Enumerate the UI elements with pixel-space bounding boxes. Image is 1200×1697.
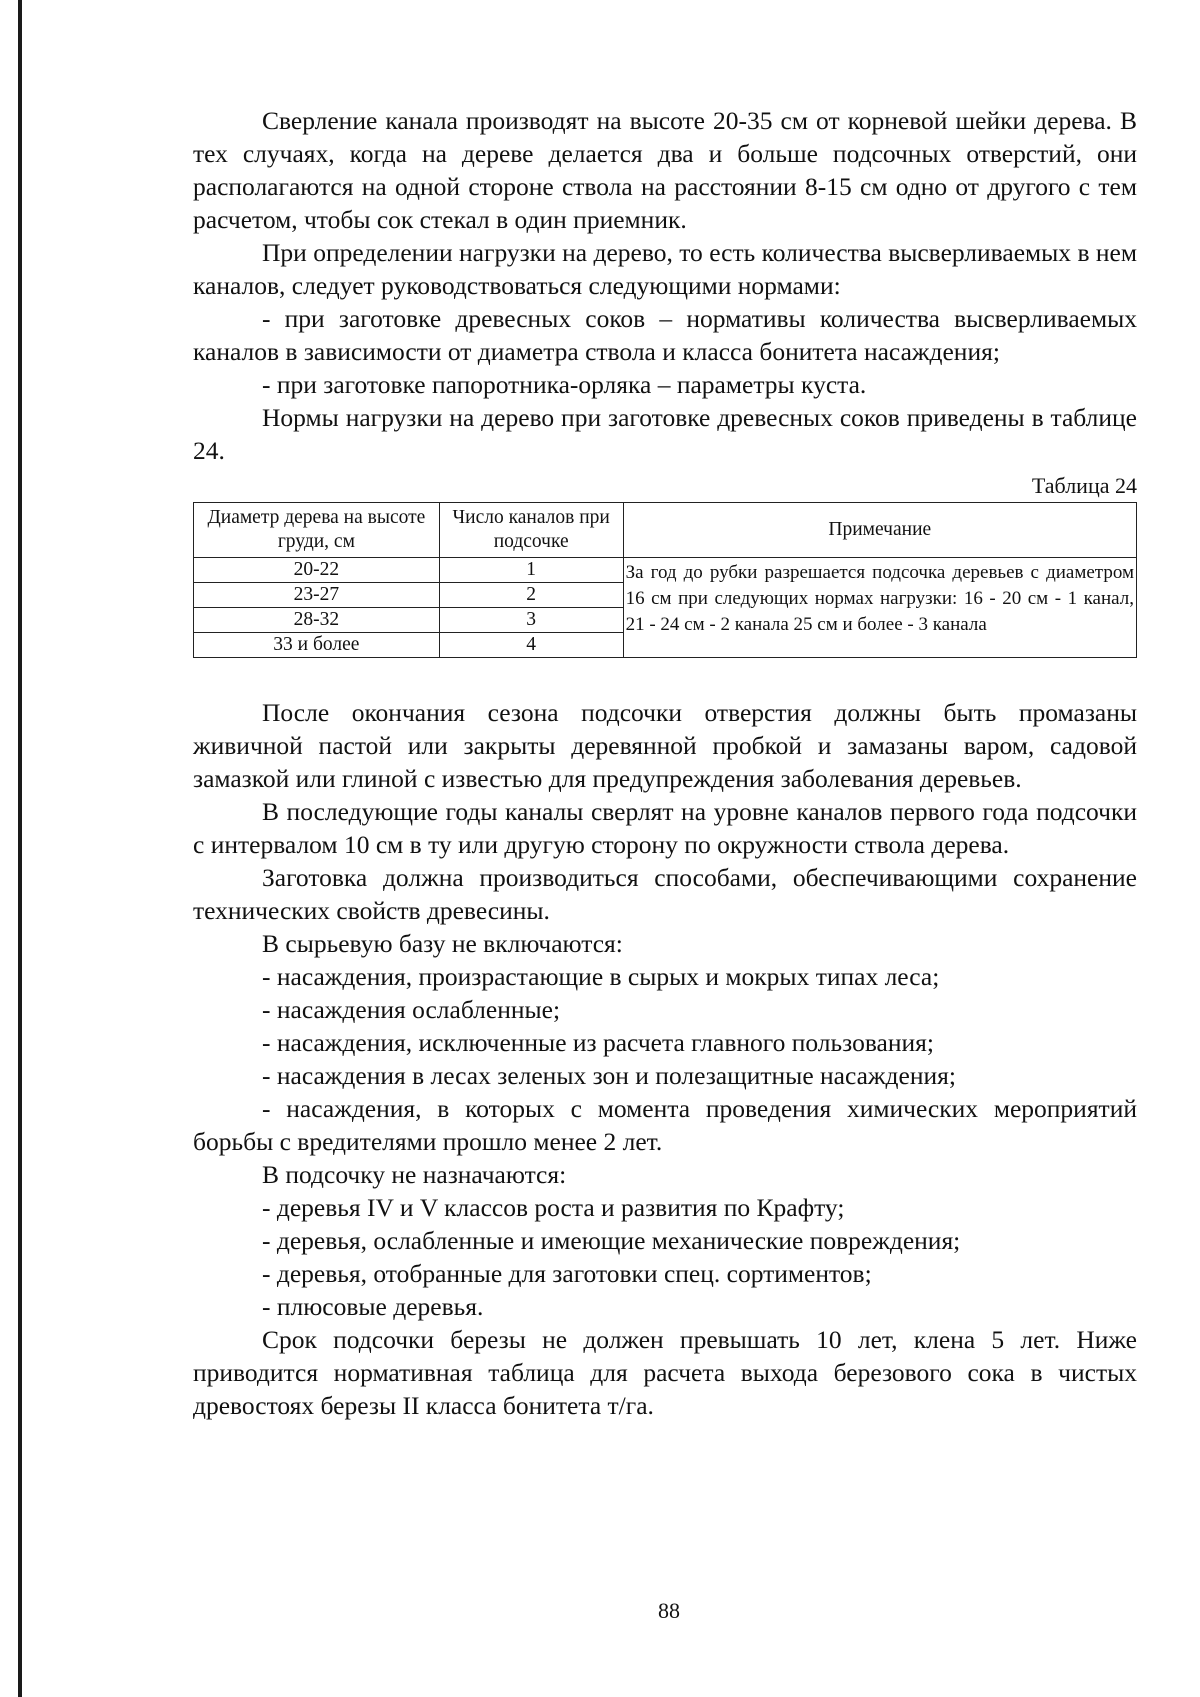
paragraph: Нормы нагрузки на дерево при заготовке древесных соков приведены в таблице 24. <box>193 403 1137 465</box>
column-header: Примечание <box>623 503 1136 558</box>
paragraph: Заготовка должна производиться способами, обеспечивающими сохранение технических свойств древесины. <box>193 863 1137 925</box>
diameter-cell: 33 и более <box>194 633 440 658</box>
page-number: 88 <box>658 1598 680 1623</box>
list-item: - при заготовке папоротника-орляка – параметры куста. <box>262 370 867 399</box>
list-item: - деревья, ослабленные и имеющие механические повреждения; <box>262 1226 961 1255</box>
paragraph: В подсочку не назначаются: <box>262 1160 567 1189</box>
column-header: Диаметр дерева на высоте груди, см <box>194 503 440 558</box>
paragraph: Сверление канала производят на высоте 20-35 см от корневой шейки дерева. В тех случаях, когда на дереве делается два и больше подсочных отверстий, они располагаются на одной стороне ствола на расстоянии 8-15 см одно от другого с тем расчетом, чтобы сок стекал в один приемник. <box>193 106 1137 234</box>
paragraph: В последующие годы каналы сверлят на уровне каналов первого года подсочки с интервалом 10 см в ту или другую сторону по окружности ствола дерева. <box>193 797 1137 859</box>
diameter-cell: 23-27 <box>194 583 440 608</box>
list-item: - деревья IV и V классов роста и развития по Крафту; <box>262 1193 845 1222</box>
channels-cell: 2 <box>439 583 623 608</box>
channels-cell: 1 <box>439 558 623 583</box>
list-item: - насаждения, в которых с момента проведения химических мероприятий борьбы с вредителями прошло менее 2 лет. <box>193 1094 1137 1156</box>
diameter-cell: 20-22 <box>194 558 440 583</box>
column-header: Число каналов при подсочке <box>439 503 623 558</box>
paragraph: После окончания сезона подсочки отверстия должны быть промазаны живичной пастой или закрыты деревянной пробкой и замазаны варом, садовой замазкой или глиной с известью для предупреждения заболевания деревьев. <box>193 698 1137 793</box>
list-item: - насаждения в лесах зеленых зон и полезащитные насаждения; <box>262 1061 956 1090</box>
paragraph: В сырьевую базу не включаются: <box>262 929 623 958</box>
paragraph: При определении нагрузки на дерево, то есть количества высверливаемых в нем каналов, следует руководствоваться следующими нормами: <box>193 238 1137 300</box>
channels-cell: 3 <box>439 608 623 633</box>
list-item: - насаждения ослабленные; <box>262 995 561 1024</box>
document-page <box>193 104 1137 1422</box>
table-header-row <box>194 503 1137 558</box>
paragraph: Срок подсочки березы не должен превышать 10 лет, клена 5 лет. Ниже приводится нормативная таблица для расчета выхода березового сока в чистых древостоях березы II класса бонитета т/га. <box>193 1325 1137 1420</box>
diameter-cell: 28-32 <box>194 608 440 633</box>
table-caption: Таблица 24 <box>1031 473 1137 498</box>
load-norms-table <box>193 502 1137 658</box>
list-item: - при заготовке древесных соков – нормативы количества высверливаемых каналов в зависимости от диаметра ствола и класса бонитета насаждения; <box>193 304 1137 366</box>
note-cell: За год до рубки разрешается подсочка деревьев с диаметром 16 см при следующих нормах нагрузки: 16 - 20 см - 1 канал, 21 - 24 см - 2 канала 25 см и более - 3 канала <box>623 558 1136 658</box>
list-item: - плюсовые деревья. <box>262 1292 484 1321</box>
list-item: - насаждения, произрастающие в сырых и мокрых типах леса; <box>262 962 940 991</box>
page-left-border <box>18 0 22 1697</box>
table-row <box>194 558 1137 583</box>
list-item: - деревья, отобранные для заготовки спец. сортиментов; <box>262 1259 872 1288</box>
list-item: - насаждения, исключенные из расчета главного пользования; <box>262 1028 934 1057</box>
channels-cell: 4 <box>439 633 623 658</box>
